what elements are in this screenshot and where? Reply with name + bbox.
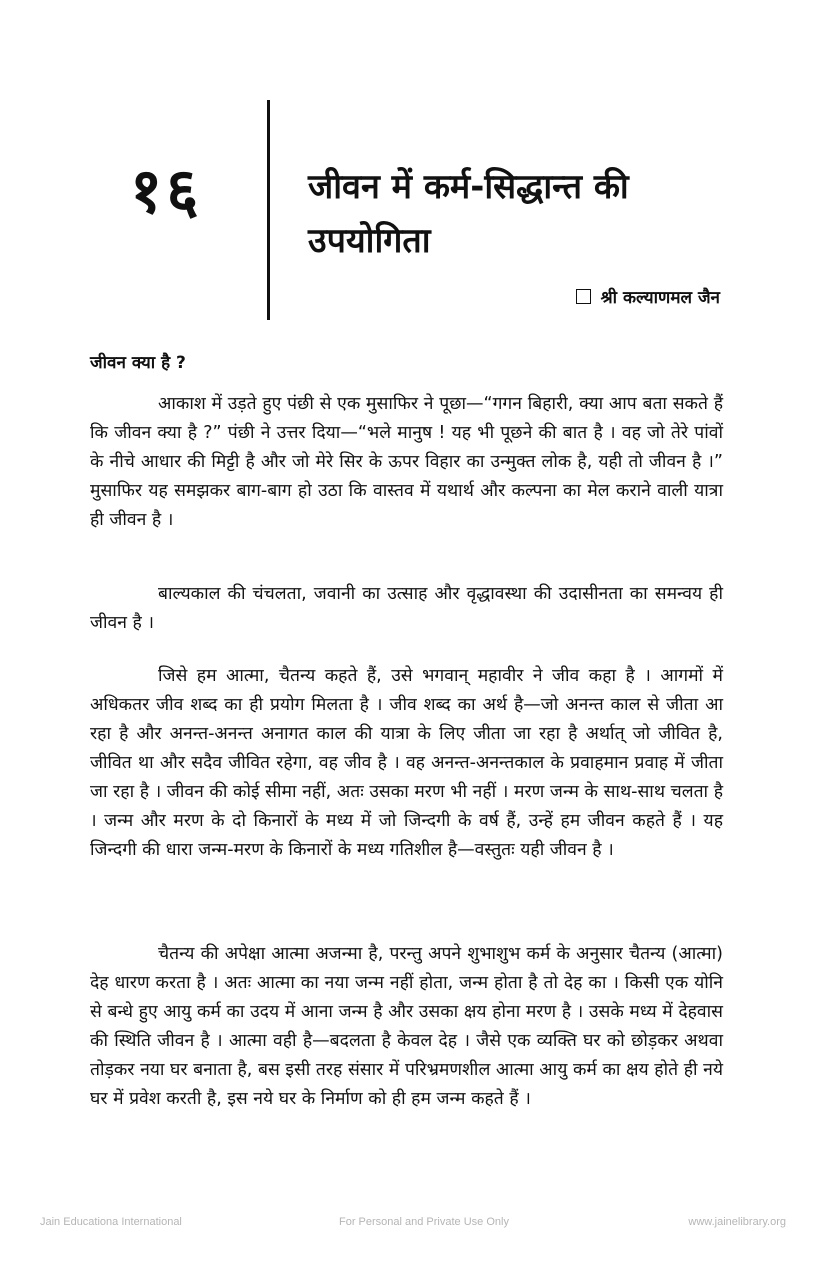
- chapter-number: १६: [130, 154, 203, 227]
- author-line: [576, 285, 720, 308]
- footer-publisher: Jain Educationa International: [40, 1216, 182, 1228]
- footer-website: www.jainelibrary.org: [688, 1216, 786, 1228]
- footer-usage-note: For Personal and Private Use Only: [339, 1216, 509, 1228]
- section-heading: जीवन क्या है ?: [90, 353, 186, 373]
- paragraph-4: चैतन्य की अपेक्षा आत्मा अजन्मा है, परन्तु अपने शुभाशुभ कर्म के अनुसार चैतन्य (आत्मा) देह धारण करता है । अतः आत्मा का नया जन्म नहीं होता, जन्म होता है तो देह का । किसी एक योनि से बन्धे हुए आयु कर्म का उदय में आना जन्म है और उसका क्षय होना मरण है । उसके मध्य में देहवास की स्थिति जीवन है । आत्मा वही है—बदलता है केवल देह । जैसे एक व्यक्ति घर को छोड़कर अथवा तोड़कर नया घर बनाता है, बस इसी तरह संसार में परिभ्रमणशील आत्मा आयु कर्म का क्षय होते ही नये घर में प्रवेश करती है, इस नये घर के निर्माण को ही हम जन्म कहते हैं ।: [90, 944, 723, 1109]
- vertical-divider: [267, 100, 270, 320]
- author-name: श्री कल्याणमल जैन: [600, 288, 720, 308]
- paragraph-2: बाल्यकाल की चंचलता, जवानी का उत्साह और वृद्धावस्था की उदासीनता का समन्वय ही जीवन है ।: [90, 584, 723, 633]
- square-bullet-icon: [576, 289, 591, 304]
- paragraph-3: जिसे हम आत्मा, चैतन्य कहते हैं, उसे भगवान् महावीर ने जीव कहा है । आगमों में अधिकतर जीव शब्द का ही प्रयोग मिलता है । जीव शब्द का अर्थ है—जो अनन्त काल से जीता आ रहा है और अनन्त-अनन्त अनागत काल की यात्रा के लिए जीता जा रहा है अर्थात् जो जीवित है, जीवित था और सदैव जीवित रहेगा, वह जीव है । वह अनन्त-अनन्तकाल के प्रवाहमान प्रवाह में जीता जा रहा है । जीवन की कोई सीमा नहीं, अतः उसका मरण भी नहीं । मरण जन्म के साथ-साथ चलता है । जन्म और मरण के दो किनारों के मध्य में जो जिन्दगी के वर्ष हैं, उन्हें हम जीवन कहते हैं । यह जिन्दगी की धारा जन्म-मरण के किनारों के मध्य गतिशील है—वस्तुतः यही जीवन है ।: [90, 666, 723, 860]
- paragraph-1: आकाश में उड़ते हुए पंछी से एक मुसाफिर ने पूछा—“गगन बिहारी, क्या आप बता सकते हैं कि जीवन क्या है ?” पंछी ने उत्तर दिया—“भले मानुष ! यह भी पूछने की बात है । वह जो तेरे पांवों के नीचे आधार की मिट्टी है और जो मेरे सिर के ऊपर विहार का उन्मुक्त लोक है, यही तो जीवन है ।” मुसाफिर यह समझकर बाग-बाग हो उठा कि वास्तव में यथार्थ और कल्पना का मेल कराने वाली यात्रा ही जीवन है ।: [90, 394, 723, 530]
- chapter-title: जीवन में कर्म-सिद्धान्त की उपयोगिता: [308, 167, 629, 261]
